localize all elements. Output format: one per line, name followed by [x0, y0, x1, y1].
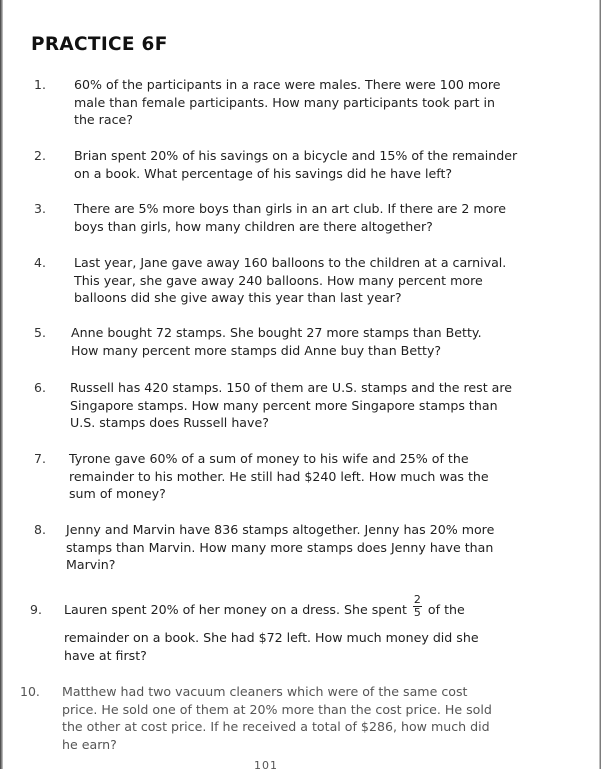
question-line: the other at cost price. If he received a total of $286, how much did: [62, 719, 490, 734]
question-text: [69, 450, 524, 503]
question-text: [62, 683, 517, 753]
question-line: he earn?: [62, 736, 117, 752]
question-line: Jenny and Marvin have 836 stamps altogether. Jenny has 20% more: [66, 522, 495, 537]
question-number: 5.: [34, 325, 46, 340]
question-number: 2.: [34, 148, 46, 163]
question-line: boys than girls, how many children are there altogether?: [74, 218, 433, 234]
question-text: [71, 324, 526, 359]
question-line: Brian spent 20% of his savings on a bicycle and 15% of the remainder: [74, 148, 518, 163]
question-line: This year, she gave away 240 balloons. How many percent more: [74, 272, 483, 288]
page-title: PRACTICE 6F: [31, 34, 168, 55]
question-line: Last year, Jane gave away 160 balloons to the children at a carnival.: [74, 255, 507, 270]
question-line: There are 5% more boys than girls in an art club. If there are 2 more: [74, 201, 507, 216]
question-number: 4.: [34, 255, 46, 270]
question-line: sum of money?: [69, 486, 166, 501]
question-line: Tyrone gave 60% of a sum of money to his wife and 25% of the: [69, 451, 469, 466]
question-text: [66, 521, 521, 574]
page-number: 101: [254, 759, 278, 772]
question-text: [64, 593, 519, 623]
question-number: 1.: [34, 77, 46, 92]
question-line: Russell has 420 stamps. 150 of them are U.S. stamps and the rest are: [70, 380, 513, 395]
question-line: 60% of the participants in a race were males. There were 100 more: [74, 77, 501, 92]
fraction-numerator: 2: [413, 593, 421, 606]
question-text: [74, 147, 529, 182]
question-line: the race?: [74, 112, 133, 127]
question-line: [64, 593, 519, 623]
question-text-segment: Lauren spent 20% of her money on a dress. She spent: [64, 602, 407, 617]
question-number: 9.: [30, 602, 42, 617]
question-line: remainder on a book. She had $72 left. How much money did she: [64, 630, 479, 645]
question-line: remainder to his mother. He still had $240 left. How much was the: [69, 468, 489, 484]
question-line: on a book. What percentage of his savings did he have left?: [74, 165, 453, 181]
question-line: stamps than Marvin. How many more stamps does Jenny have than: [66, 539, 494, 555]
question-number: 8.: [34, 522, 46, 537]
fraction-denominator: 5: [413, 606, 421, 619]
question-number: 6.: [34, 380, 46, 395]
page-binding-edge: [0, 0, 3, 769]
question-number: 7.: [34, 451, 46, 466]
question-line: U.S. stamps does Russell have?: [70, 415, 269, 430]
question-text: [74, 200, 529, 235]
question-line: price. He sold one of them at 20% more than the cost price. He sold: [62, 701, 492, 717]
question-line: Singapore stamps. How many percent more Singapore stamps than: [70, 397, 498, 413]
question-line: Anne bought 72 stamps. She bought 27 more stamps than Betty.: [71, 325, 482, 340]
question-line: How many percent more stamps did Anne buy than Betty?: [71, 342, 442, 358]
question-text: [74, 254, 529, 307]
question-text: [74, 76, 529, 129]
question-line: Matthew had two vacuum cleaners which were of the same cost: [62, 684, 468, 699]
question-line: balloons did she give away this year than last year?: [74, 290, 402, 305]
question-line: have at first?: [64, 647, 147, 663]
question-text-segment: of the: [427, 602, 465, 617]
question-text: [70, 379, 525, 432]
fraction: [413, 594, 422, 619]
question-number: 3.: [34, 201, 46, 216]
question-line: Marvin?: [66, 557, 116, 572]
question-line: male than female participants. How many participants took part in: [74, 94, 496, 110]
question-text-continued: [64, 629, 519, 664]
question-number: 10.: [20, 684, 40, 699]
